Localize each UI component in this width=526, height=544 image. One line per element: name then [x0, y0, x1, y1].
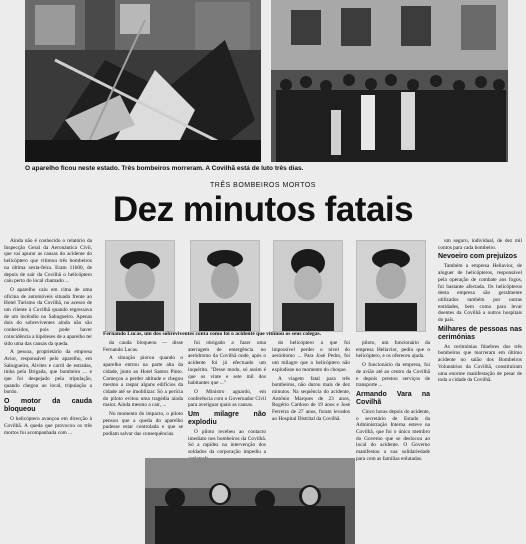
paragraph: O funcionário da empresa, foi de avião até ao centro da Covilhã e depois prestou serviços de transporte ... [356, 362, 430, 389]
paragraph: O piloto recebeu ao contacto imediato nos bombeiros da Covilhã. Só a rapidez na intervenção dos soldados da corporação impediu a [188, 429, 266, 456]
article-column-3 [188, 340, 266, 458]
article-column-5 [356, 340, 430, 544]
article-column-6 [438, 238, 522, 544]
portrait-2 [190, 240, 260, 332]
paragraph: Ainda não é conhecido o relatório da Inspecção Geral da Aeronáutica Civil, que vai apurar as causas do acidente do helicóptero que vitimou três bombeiros na última sexta-feira. Eram 11h00, de depois de sair da Covilhã o helicóptero caiu perto do local chamado ... [4, 238, 92, 285]
article-column-1 [4, 238, 92, 544]
paragraph: foi obrigado a fazer uma aterragem de emergência no aeródromo da Covilhã onde, após o acidente foi já efectuado um inquérito. "Desse modo, só assim é que os vinte e sete mil dos habitantes que ..." [188, 340, 266, 387]
bottom-crowd-photo [145, 458, 355, 544]
article-column-4 [272, 340, 350, 458]
subhead: Nevoeiro com prejuízos [438, 253, 517, 261]
subhead: Milhares de pessoas nas cerimónias [438, 325, 522, 341]
paragraph: um seguro, individual, de dez mil contos para cada bombeiro. [438, 238, 522, 251]
paragraph: O aparelho caiu em cima de uma oficina de automóveis situada frente ao Hotel Turismo da Covilhã, no acesso de um cliente à Covilhã quando regressava de um incêndio no Sabugueiro. Apenas dois do sobreviventes ainda não são conhecidos, pois pode haver coincidência a hipóteses de a aparelho ter sido uma das causas da queda. [4, 286, 92, 347]
paragraph: A viagem fatal para três bombeiros, não durou mais de dez minutos. Na sequência do acidente, António Marques de 23 anos, Rogério Cardoso de 19 anos e José Ferreira de 27 anos, foram levados ao Hospital Distrital da Covilhã. [272, 375, 350, 422]
kicker: TRÊS BOMBEIROS MORTOS [210, 182, 316, 189]
paragraph: A situação piorou quando o aparelho entrou na parte alta da cidade, junto ao Hotel Santos Pinto. Começou a perder altitude e chegou mesmo a raspar alguns edifícios da cidade até se imobilizar. Só a perícia do piloto evitou uma tragédia ainda maior. Ainda mesmo a cair, ... [103, 355, 183, 409]
paragraph: Cinco horas depois do acidente, o secretário de Estado da Administração Interna esteve na Covilhã, que foi o único membro do Governo que se deslocou ao local do acidente. O Governo manifestou a sua solidariedade para com as famílias enlutadas. [356, 408, 430, 462]
funeral-crowd-photo [271, 0, 508, 162]
headline: Dez minutos fatais [112, 190, 414, 229]
photo-caption-left: O aparelho ficou neste estado. Três bombeiros morreram. A Covilhã está de luto três dias. [25, 165, 304, 172]
portrait-caption: Fernando Lucas, um dos sobreviventes conta como foi o acidente que vitimou os seus colegas. [103, 331, 322, 337]
paragraph: As cerimónias fúnebres dos três bombeiros que morreram em último acidente no salão dos Bombeiros Voluntários da Covilhã, constituíram uma enorme manifestação de pesar de toda a cidade da Covilhã. [438, 343, 522, 384]
paragraph: da cauda bloqueou — disse Fernando Lucas. [103, 340, 183, 353]
paragraph: Também a empresa Heliavior, de aluguer de helicópteros, responsável pela operação de combate aos fogos, foi bastante afectada. Os helicópteros desta empresa são geralmente utilizados também por outras entidades, bem como para levar doentes da Covilhã a outros hospitais do país. [438, 263, 522, 324]
paragraph: A pessoa, proprietário da empresa Avior, responsável pelo aparelho, em Sabugueiro, Alvites e carril de estradas, tinha pela Brigada, que bombeiro ... e que foi despejado pela tripulação, quando chegou ao local, tripulação a bordo. [4, 349, 92, 396]
portrait-3 [273, 240, 343, 332]
portrait-4 [356, 240, 426, 332]
subhead: Armando Vara na Covilhã [356, 390, 430, 406]
crash-wreckage-photo [25, 0, 261, 162]
article-column-2 [103, 340, 183, 458]
paragraph: piloto, um funcionário da empresa Heliavior, pediu que o helicóptero, e os ofereceu ajuda. [356, 340, 430, 360]
paragraph: O helicóptero avançou em direcção à Covilhã. A queda que provocou os três mortos foi acompanhada com ... [4, 416, 92, 436]
paragraph: do helicóptero a que foi impossível perder o nível do aeródromo ... Para José Pedro, foi um milagre que o helicóptero não explodisse no momento do choque. [272, 340, 350, 373]
subhead: Um milagre não explodiu [188, 411, 266, 427]
paragraph: O Ministro aguardo, em conferência com o Governador Civil para averiguar quais as causas. [188, 388, 266, 409]
subhead: O motor da cauda bloqueou [4, 398, 92, 414]
portrait-1 [105, 240, 175, 332]
paragraph: No momento do impacto, o piloto pensou que a queda do aparelho pudesse estar controlada e que se podiam salvar das consequências. [103, 411, 183, 438]
